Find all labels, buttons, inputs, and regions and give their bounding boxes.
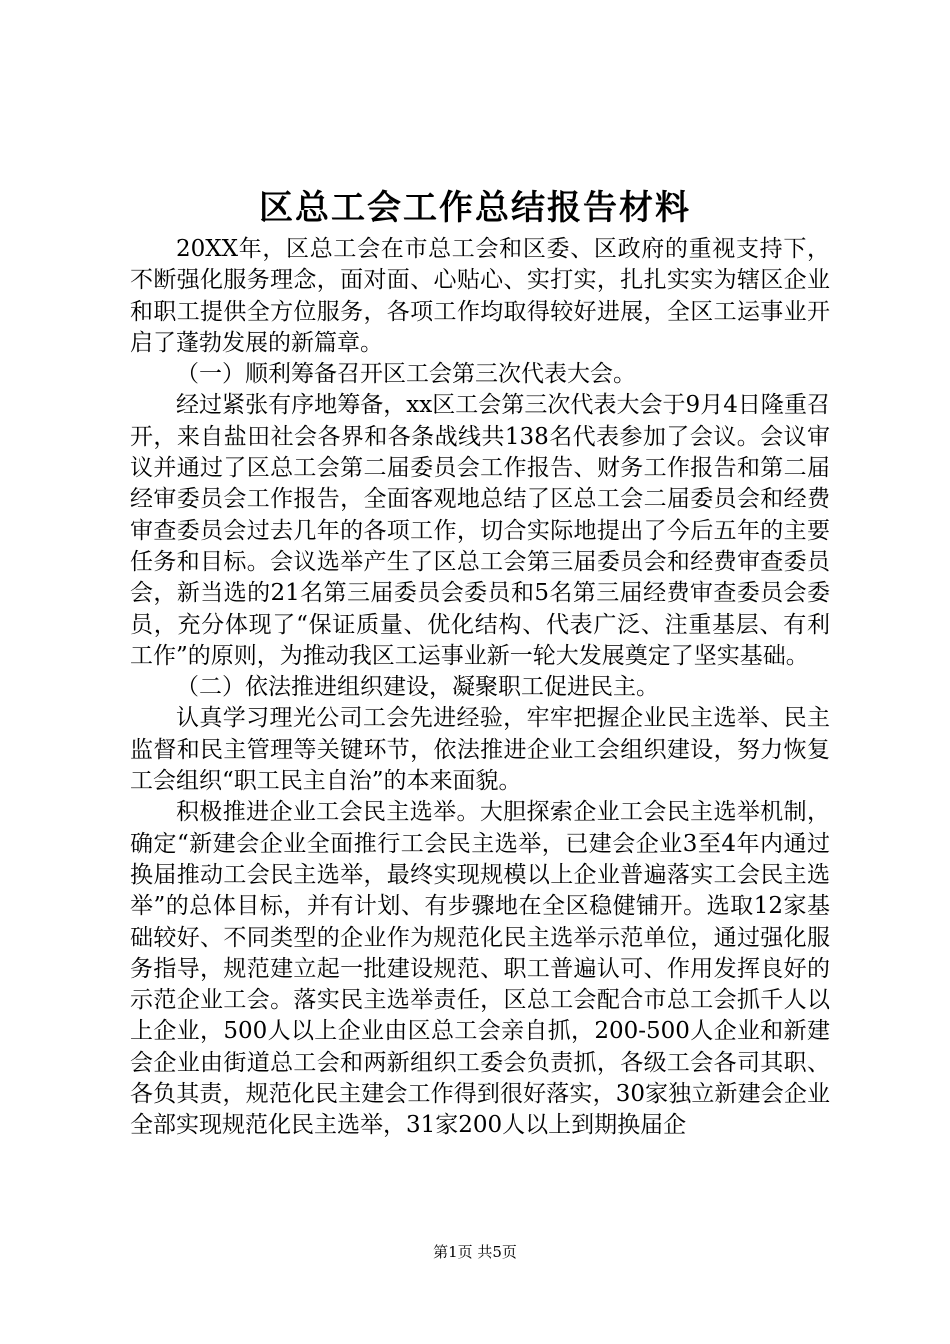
document-body	[130, 234, 830, 1142]
document-title: 区总工会工作总结报告材料	[259, 188, 691, 228]
paragraph-organization: 认真学习理光公司工会先进经验，牢牢把握企业民主选举、民主监督和民主管理等关键环节，依法推进企业工会组织建设，努力恢复工会组织“职工民主自治”的本来面貌。	[130, 705, 830, 795]
section-heading-2: （二）依法推进组织建设，凝聚职工促进民主。	[176, 674, 659, 701]
paragraph-intro: 20XX年，区总工会在市总工会和区委、区政府的重视支持下，不断强化服务理念，面对面、心贴心、实打实，扎扎实实为辖区企业和职工提供全方位服务，各项工作均取得较好进展，全区工运事业开启了蓬勃发展的新篇章。	[130, 236, 830, 356]
paragraph-election: 积极推进企业工会民主选举。大胆探索企业工会民主选举机制，确定“新建会企业全面推行工会民主选举，已建会企业3至4年内通过换届推动工会民主选举，最终实现规模以上企业普遍落实工会民主选举”的总体目标，并有计划、有步骤地在全区稳健铺开。选取12家基础较好、不同类型的企业作为规范化民主选举示范单位，通过强化服务指导，规范建立起一批建设规范、职工普遍认可、作用发挥良好的示范企业工会。落实民主选举责任，区总工会配合市总工会抓千人以上企业，500人以上企业由区总工会亲自抓，200-500人企业和新建会企业由街道总工会和两新组织工委会负责抓，各级工会各司其职、各负其责，规范化民主建会工作得到很好落实，30家独立新建会企业全部实现规范化民主选举，31家200人以上到期换届企	[130, 799, 830, 1139]
page-footer: 第1页 共5页	[433, 1243, 517, 1261]
section-heading-1: （一）顺利筹备召开区工会第三次代表大会。	[176, 361, 636, 388]
paragraph-congress: 经过紧张有序地筹备，xx区工会第三次代表大会于9月4日隆重召开，来自盐田社会各界和各条战线共138名代表参加了会议。会议审议并通过了区总工会第二届委员会工作报告、财务工作报告和第二届经审委员会工作报告，全面客观地总结了区总工会二届委员会和经费审查委员会过去几年的各项工作，切合实际地提出了今后五年的主要任务和目标。会议选举产生了区总工会第三届委员会和经费审查委员会，新当选的21名第三届委员会委员和5名第三届经费审查委员会委员，充分体现了“保证质量、优化结构、代表广泛、注重基层、有利工作”的原则，为推动我区工运事业新一轮大发展奠定了坚实基础。	[130, 392, 830, 669]
